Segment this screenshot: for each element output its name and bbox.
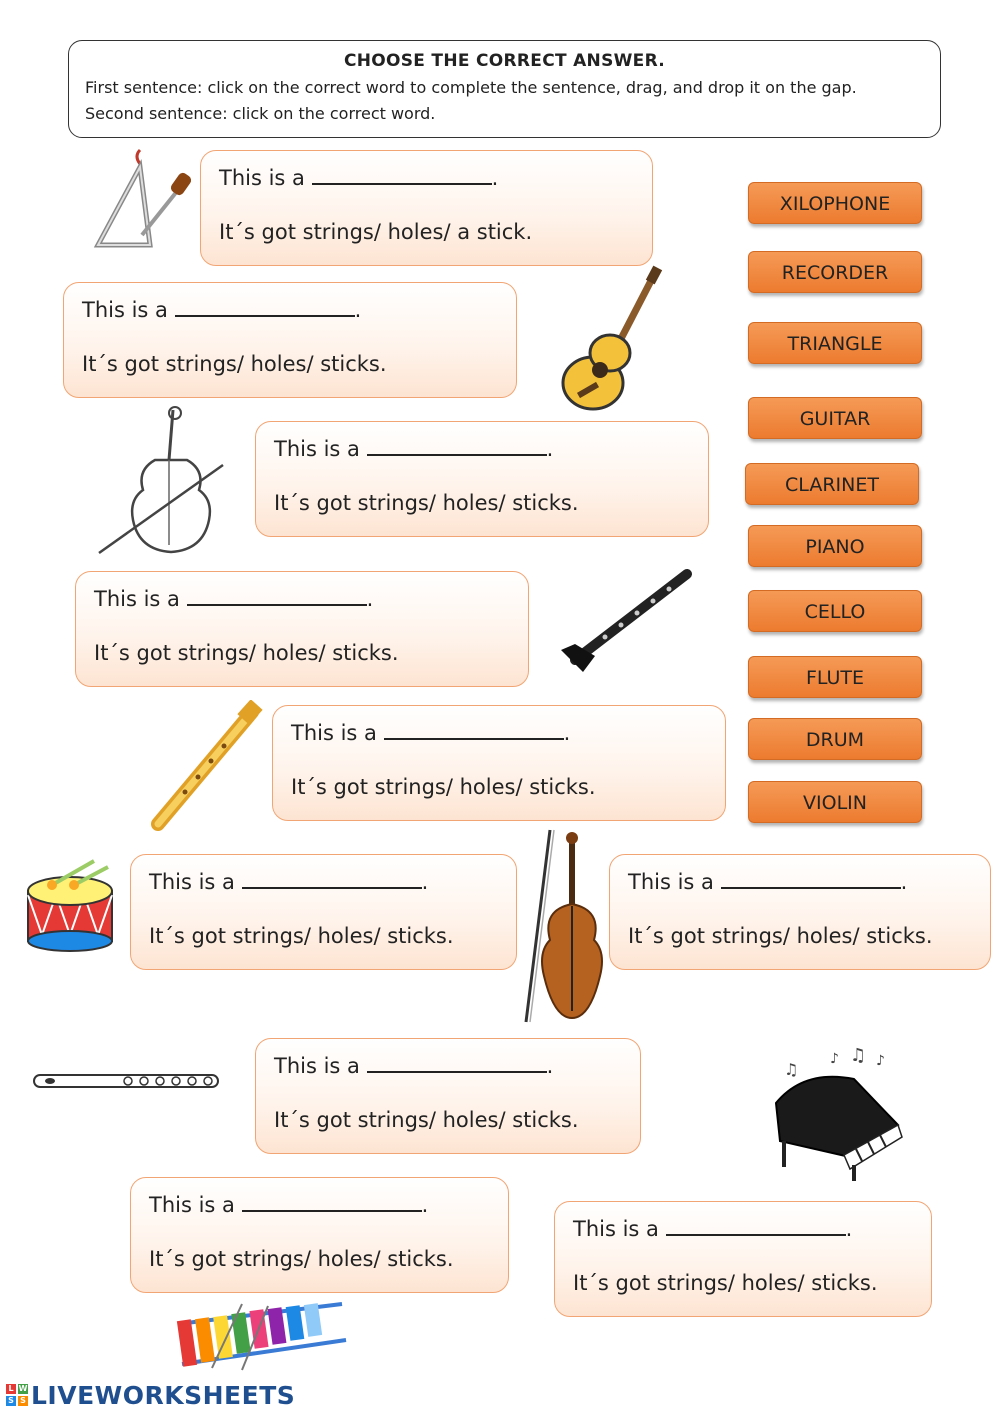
clarinet-picture (555, 560, 700, 685)
choice-sentence[interactable]: It´s got strings/ holes/ a stick. (219, 220, 533, 244)
svg-text:♪: ♪ (876, 1053, 885, 1069)
word-drum[interactable]: DRUM (748, 718, 922, 760)
word-flute[interactable]: FLUTE (748, 656, 922, 698)
answer-gap[interactable] (367, 1053, 547, 1073)
liveworksheets-logo (6, 1380, 295, 1410)
violin-picture (518, 826, 608, 1026)
word-recorder[interactable]: RECORDER (748, 251, 922, 293)
word-guitar[interactable]: GUITAR (748, 397, 922, 439)
question-box-recorder: This is a . It´s got strings/ holes/ sticks. (272, 705, 726, 821)
answer-gap[interactable] (384, 720, 564, 740)
answer-gap[interactable] (175, 297, 355, 317)
choice-sentence[interactable]: It´s got strings/ holes/ sticks. (82, 352, 387, 376)
question-box-triangle: This is a . It´s got strings/ holes/ a stick. (200, 150, 653, 266)
word-piano[interactable]: PIANO (748, 525, 922, 567)
choice-sentence[interactable]: It´s got strings/ holes/ sticks. (149, 924, 454, 948)
piano-picture (770, 1045, 910, 1185)
choice-sentence[interactable]: It´s got strings/ holes/ sticks. (628, 924, 933, 948)
xylophone-picture (172, 1298, 352, 1373)
cello-picture (95, 405, 230, 560)
answer-gap[interactable] (721, 869, 901, 889)
choice-sentence[interactable]: It´s got strings/ holes/ sticks. (274, 1108, 579, 1132)
answer-gap[interactable] (242, 1192, 422, 1212)
triangle-picture (90, 145, 200, 260)
word-clarinet[interactable]: CLARINET (745, 463, 919, 505)
logo-mark-icon: L W S S (6, 1384, 28, 1406)
instructions-line-1: First sentence: click on the correct word to complete the sentence, drag, and drop it on the gap. (85, 78, 857, 97)
recorder-picture (140, 700, 265, 840)
choice-sentence[interactable]: It´s got strings/ holes/ sticks. (274, 491, 579, 515)
drum-picture (22, 855, 117, 955)
question-box-flute: This is a . It´s got strings/ holes/ sticks. (255, 1038, 641, 1154)
flute-picture (28, 1065, 223, 1097)
svg-text:♫: ♫ (850, 1045, 867, 1066)
question-box-piano: This is a . It´s got strings/ holes/ sticks. (554, 1201, 932, 1317)
answer-gap[interactable] (187, 586, 367, 606)
instructions-box (68, 40, 941, 138)
instructions-line-2: Second sentence: click on the correct word. (85, 104, 436, 123)
question-box-xylophone: This is a . It´s got strings/ holes/ sticks. (130, 1177, 509, 1293)
answer-gap[interactable] (312, 165, 492, 185)
word-cello[interactable]: CELLO (748, 590, 922, 632)
question-box-guitar: This is a . It´s got strings/ holes/ sticks. (63, 282, 517, 398)
word-triangle[interactable]: TRIANGLE (748, 322, 922, 364)
svg-text:♪: ♪ (830, 1051, 839, 1067)
choice-sentence[interactable]: It´s got strings/ holes/ sticks. (573, 1271, 878, 1295)
choice-sentence[interactable]: It´s got strings/ holes/ sticks. (149, 1247, 454, 1271)
question-box-cello: This is a . It´s got strings/ holes/ sticks. (255, 421, 709, 537)
instructions-title: CHOOSE THE CORRECT ANSWER. (343, 51, 666, 71)
svg-text:♫: ♫ (784, 1060, 799, 1079)
answer-gap[interactable] (367, 436, 547, 456)
answer-gap[interactable] (242, 869, 422, 889)
word-violin[interactable]: VIOLIN (748, 781, 922, 823)
question-box-drum: This is a . It´s got strings/ holes/ sticks. (130, 854, 517, 970)
guitar-picture (555, 265, 665, 415)
question-box-violin: This is a . It´s got strings/ holes/ sticks. (609, 854, 991, 970)
choice-sentence[interactable]: It´s got strings/ holes/ sticks. (94, 641, 399, 665)
logo-text: LIVEWORKSHEETS (31, 1380, 296, 1410)
answer-gap[interactable] (666, 1216, 846, 1236)
choice-sentence[interactable]: It´s got strings/ holes/ sticks. (291, 775, 596, 799)
question-box-clarinet: This is a . It´s got strings/ holes/ sticks. (75, 571, 529, 687)
word-xilophone[interactable]: XILOPHONE (748, 182, 922, 224)
